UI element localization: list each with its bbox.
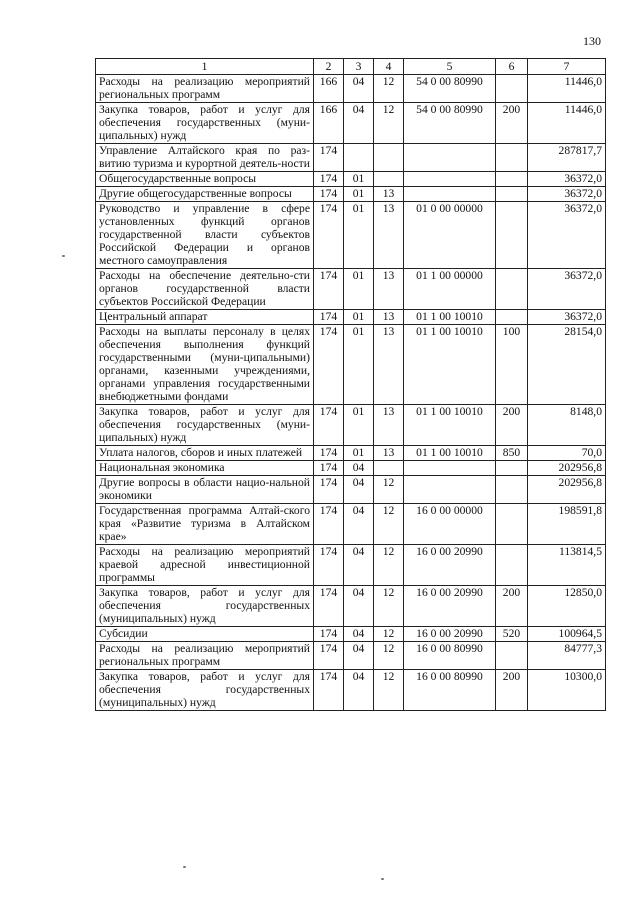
header-col-6: 6 bbox=[496, 59, 528, 75]
row-name: Управление Алтайского края по раз-витию туризма и курортной деятель-ности bbox=[96, 144, 314, 172]
row-amount: 70,0 bbox=[528, 446, 606, 461]
row-amount: 198591,8 bbox=[528, 504, 606, 545]
row-section: 04 bbox=[344, 504, 374, 545]
row-name: Закупка товаров, работ и услуг для обеспечения государственных (муниципальных) нужд bbox=[96, 586, 314, 627]
row-subsection: 12 bbox=[374, 476, 404, 504]
row-target-article: 01 1 00 10010 bbox=[404, 405, 496, 446]
row-expense-type: 520 bbox=[496, 627, 528, 642]
row-name: Национальная экономика bbox=[96, 461, 314, 476]
row-target-article: 54 0 00 80990 bbox=[404, 103, 496, 144]
table-row bbox=[96, 405, 606, 446]
row-amount: 287817,7 bbox=[528, 144, 606, 172]
row-expense-type: 100 bbox=[496, 325, 528, 405]
row-admin-code: 174 bbox=[314, 187, 344, 202]
table-row bbox=[96, 642, 606, 670]
row-target-article: 16 0 00 20990 bbox=[404, 545, 496, 586]
row-expense-type bbox=[496, 144, 528, 172]
table-row bbox=[96, 310, 606, 325]
row-admin-code: 174 bbox=[314, 202, 344, 269]
row-admin-code: 174 bbox=[314, 144, 344, 172]
row-expense-type bbox=[496, 202, 528, 269]
header-col-1: 1 bbox=[96, 59, 314, 75]
row-section: 01 bbox=[344, 310, 374, 325]
row-target-article: 01 1 00 10010 bbox=[404, 446, 496, 461]
row-section: 04 bbox=[344, 476, 374, 504]
row-name: Другие общегосударственные вопросы bbox=[96, 187, 314, 202]
row-amount: 36372,0 bbox=[528, 202, 606, 269]
row-name: Закупка товаров, работ и услуг для обеспечения государственных (муни-ципальных) нужд bbox=[96, 405, 314, 446]
table-row bbox=[96, 545, 606, 586]
row-target-article: 16 0 00 20990 bbox=[404, 627, 496, 642]
row-expense-type bbox=[496, 642, 528, 670]
table-row bbox=[96, 202, 606, 269]
row-name: Закупка товаров, работ и услуг для обеспечения государственных (муни-ципальных) нужд bbox=[96, 103, 314, 144]
table-row bbox=[96, 586, 606, 627]
row-name: Закупка товаров, работ и услуг для обеспечения государственных (муниципальных) нужд bbox=[96, 670, 314, 711]
row-admin-code: 166 bbox=[314, 103, 344, 144]
row-expense-type bbox=[496, 75, 528, 103]
row-expense-type bbox=[496, 476, 528, 504]
row-amount: 11446,0 bbox=[528, 75, 606, 103]
row-subsection bbox=[374, 172, 404, 187]
row-name: Расходы на реализацию мероприятий региональных программ bbox=[96, 642, 314, 670]
row-expense-type bbox=[496, 461, 528, 476]
row-admin-code: 174 bbox=[314, 504, 344, 545]
row-target-article: 54 0 00 80990 bbox=[404, 75, 496, 103]
page-number: 130 bbox=[583, 34, 601, 48]
row-admin-code: 174 bbox=[314, 446, 344, 461]
row-expense-type bbox=[496, 545, 528, 586]
row-expense-type: 850 bbox=[496, 446, 528, 461]
row-section: 01 bbox=[344, 187, 374, 202]
row-amount: 12850,0 bbox=[528, 586, 606, 627]
row-expense-type bbox=[496, 172, 528, 187]
row-expense-type bbox=[496, 310, 528, 325]
header-col-2: 2 bbox=[314, 59, 344, 75]
row-section: 01 bbox=[344, 446, 374, 461]
row-subsection: 12 bbox=[374, 103, 404, 144]
row-name: Общегосударственные вопросы bbox=[96, 172, 314, 187]
row-admin-code: 174 bbox=[314, 405, 344, 446]
row-admin-code: 174 bbox=[314, 670, 344, 711]
row-amount: 36372,0 bbox=[528, 172, 606, 187]
row-expense-type: 200 bbox=[496, 586, 528, 627]
row-subsection: 13 bbox=[374, 325, 404, 405]
row-target-article bbox=[404, 476, 496, 504]
row-section: 04 bbox=[344, 461, 374, 476]
row-target-article: 16 0 00 80990 bbox=[404, 670, 496, 711]
row-subsection: 12 bbox=[374, 75, 404, 103]
row-amount: 10300,0 bbox=[528, 670, 606, 711]
table-row bbox=[96, 627, 606, 642]
table-row bbox=[96, 172, 606, 187]
table-row bbox=[96, 187, 606, 202]
scan-speck bbox=[62, 255, 65, 257]
row-section: 04 bbox=[344, 75, 374, 103]
header-col-3: 3 bbox=[344, 59, 374, 75]
row-target-article bbox=[404, 144, 496, 172]
row-amount: 202956,8 bbox=[528, 476, 606, 504]
row-section: 01 bbox=[344, 269, 374, 310]
row-name: Центральный аппарат bbox=[96, 310, 314, 325]
row-subsection bbox=[374, 144, 404, 172]
row-amount: 28154,0 bbox=[528, 325, 606, 405]
row-admin-code: 174 bbox=[314, 476, 344, 504]
row-amount: 100964,5 bbox=[528, 627, 606, 642]
row-subsection: 12 bbox=[374, 504, 404, 545]
row-target-article: 01 1 00 00000 bbox=[404, 269, 496, 310]
row-amount: 36372,0 bbox=[528, 187, 606, 202]
row-section: 01 bbox=[344, 405, 374, 446]
row-amount: 11446,0 bbox=[528, 103, 606, 144]
row-name: Другие вопросы в области нацио-нальной экономики bbox=[96, 476, 314, 504]
row-section bbox=[344, 144, 374, 172]
row-amount: 36372,0 bbox=[528, 269, 606, 310]
row-admin-code: 174 bbox=[314, 172, 344, 187]
row-expense-type bbox=[496, 187, 528, 202]
row-expense-type: 200 bbox=[496, 670, 528, 711]
row-admin-code: 174 bbox=[314, 325, 344, 405]
row-subsection: 13 bbox=[374, 405, 404, 446]
row-expense-type bbox=[496, 269, 528, 310]
row-name: Расходы на выплаты персоналу в целях обеспечения выполнения функций государственными (муни-ципальными) органами, казенными учреждениями, органами управления государственными внебюджетными фондами bbox=[96, 325, 314, 405]
row-section: 04 bbox=[344, 586, 374, 627]
row-subsection: 12 bbox=[374, 627, 404, 642]
scan-speck bbox=[183, 866, 186, 868]
row-admin-code: 166 bbox=[314, 75, 344, 103]
scan-speck bbox=[381, 878, 384, 880]
table-row bbox=[96, 269, 606, 310]
row-subsection bbox=[374, 461, 404, 476]
row-name: Расходы на обеспечение деятельно-сти органов государственной власти субъектов Российской Федерации bbox=[96, 269, 314, 310]
row-subsection: 12 bbox=[374, 545, 404, 586]
row-name: Расходы на реализацию мероприятий краевой адресной инвестиционной программы bbox=[96, 545, 314, 586]
row-subsection: 13 bbox=[374, 310, 404, 325]
row-amount: 84777,3 bbox=[528, 642, 606, 670]
row-subsection: 13 bbox=[374, 269, 404, 310]
row-subsection: 13 bbox=[374, 202, 404, 269]
row-subsection: 13 bbox=[374, 446, 404, 461]
row-section: 04 bbox=[344, 627, 374, 642]
row-target-article: 16 0 00 00000 bbox=[404, 504, 496, 545]
row-name: Руководство и управление в сфере установленных функций органов государственной власти субъектов Российской Федерации и органов местного самоуправления bbox=[96, 202, 314, 269]
row-expense-type: 200 bbox=[496, 405, 528, 446]
row-target-article: 01 1 00 10010 bbox=[404, 325, 496, 405]
row-amount: 202956,8 bbox=[528, 461, 606, 476]
row-name: Государственная программа Алтай-ского края «Развитие туризма в Алтайском крае» bbox=[96, 504, 314, 545]
row-amount: 113814,5 bbox=[528, 545, 606, 586]
table-row bbox=[96, 670, 606, 711]
budget-table bbox=[95, 58, 606, 711]
row-target-article bbox=[404, 461, 496, 476]
row-target-article: 16 0 00 20990 bbox=[404, 586, 496, 627]
table-row bbox=[96, 446, 606, 461]
header-col-7: 7 bbox=[528, 59, 606, 75]
table-row bbox=[96, 75, 606, 103]
table-row bbox=[96, 461, 606, 476]
row-target-article bbox=[404, 172, 496, 187]
row-expense-type bbox=[496, 504, 528, 545]
header-col-4: 4 bbox=[374, 59, 404, 75]
row-subsection: 12 bbox=[374, 642, 404, 670]
row-subsection: 13 bbox=[374, 187, 404, 202]
row-name: Уплата налогов, сборов и иных платежей bbox=[96, 446, 314, 461]
row-section: 01 bbox=[344, 172, 374, 187]
row-section: 04 bbox=[344, 670, 374, 711]
row-section: 01 bbox=[344, 202, 374, 269]
header-col-5: 5 bbox=[404, 59, 496, 75]
row-expense-type: 200 bbox=[496, 103, 528, 144]
row-admin-code: 174 bbox=[314, 627, 344, 642]
row-target-article: 01 0 00 00000 bbox=[404, 202, 496, 269]
table-row bbox=[96, 103, 606, 144]
row-amount: 8148,0 bbox=[528, 405, 606, 446]
row-name: Субсидии bbox=[96, 627, 314, 642]
row-admin-code: 174 bbox=[314, 269, 344, 310]
row-amount: 36372,0 bbox=[528, 310, 606, 325]
row-admin-code: 174 bbox=[314, 586, 344, 627]
row-section: 01 bbox=[344, 325, 374, 405]
row-target-article: 01 1 00 10010 bbox=[404, 310, 496, 325]
row-subsection: 12 bbox=[374, 586, 404, 627]
table-row bbox=[96, 325, 606, 405]
row-admin-code: 174 bbox=[314, 545, 344, 586]
row-section: 04 bbox=[344, 545, 374, 586]
table-row bbox=[96, 476, 606, 504]
row-name: Расходы на реализацию мероприятий региональных программ bbox=[96, 75, 314, 103]
row-admin-code: 174 bbox=[314, 461, 344, 476]
row-target-article: 16 0 00 80990 bbox=[404, 642, 496, 670]
row-subsection: 12 bbox=[374, 670, 404, 711]
row-admin-code: 174 bbox=[314, 310, 344, 325]
table-header-row bbox=[96, 59, 606, 75]
row-target-article bbox=[404, 187, 496, 202]
row-section: 04 bbox=[344, 103, 374, 144]
table-row bbox=[96, 144, 606, 172]
row-section: 04 bbox=[344, 642, 374, 670]
table-row bbox=[96, 504, 606, 545]
row-admin-code: 174 bbox=[314, 642, 344, 670]
